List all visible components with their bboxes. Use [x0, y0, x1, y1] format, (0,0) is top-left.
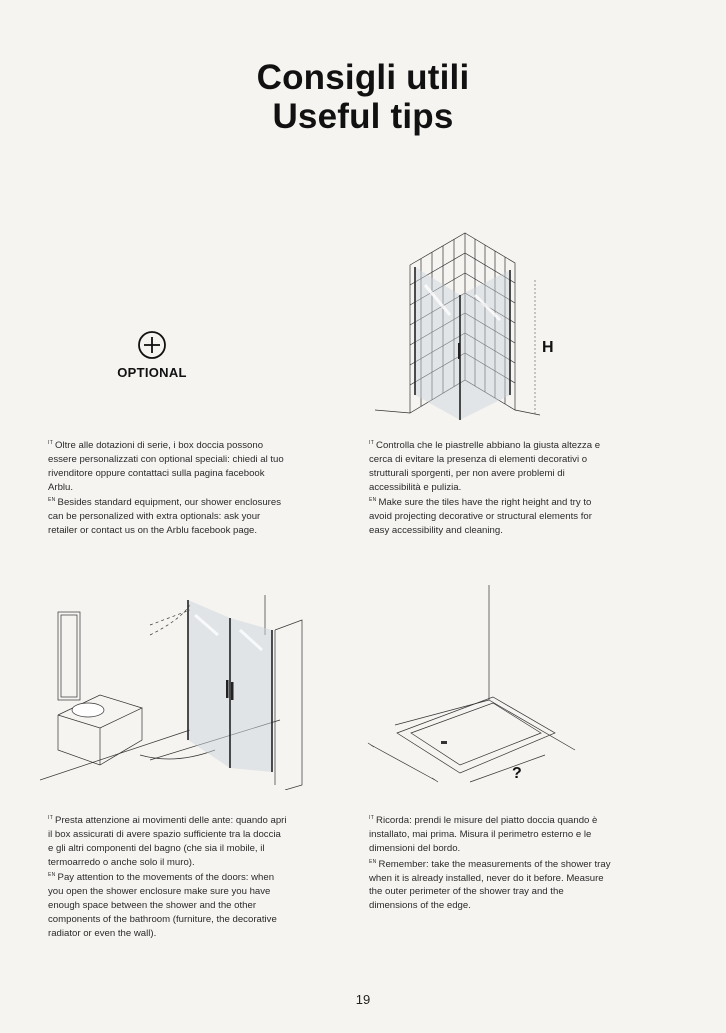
tip-optional-text	[48, 437, 288, 538]
lang-tag-it: IT	[369, 440, 375, 446]
tip-3-en: Pay attention to the movements of the doors: when you open the shower enclosure make sure you have enough space between the shower and the other components of the bathroom (furniture, the decorative radiator or even the wall).	[48, 872, 277, 939]
tip-doors-text	[48, 812, 288, 941]
lang-tag-en: EN	[369, 497, 377, 504]
title-english: Useful tips	[272, 97, 454, 136]
lang-tag-it: IT	[48, 815, 54, 821]
plus-circle-icon	[137, 330, 167, 360]
lang-tag-it: IT	[369, 815, 375, 821]
tip-4-en: Remember: take the measurements of the shower tray when it is already installed, never do it before. Measure the outer perimeter of the shower tray and the dimensions of the edge.	[369, 858, 611, 912]
page-number: 19	[355, 992, 371, 1007]
lang-tag-it: IT	[48, 440, 54, 446]
question-mark-label: ?	[512, 765, 522, 782]
tip-4-it: Ricorda: prendi le misure del piatto doccia quando è installato, mai prima. Misura il perimetro esterno e le dimensioni del bordo.	[369, 815, 598, 854]
height-label: H	[542, 339, 554, 356]
lang-tag-en: EN	[48, 497, 56, 504]
page-title	[0, 58, 726, 136]
tip-3-it: Presta attenzione ai movimenti delle ante: quando apri il box assicurati di avere spazio sufficiente tra la doccia e gli altri componenti del bagno (che sia il mobile, il termoarredo o anche solo il muro).	[48, 815, 287, 868]
tip-tray-text	[369, 812, 614, 913]
shower-tray-illustration	[365, 585, 585, 785]
tip-1-it: Oltre alle dotazioni di serie, i box doccia possono essere personalizzati con optional speciali: chiedi al tuo rivenditore oppure contattaci sulla pagina facebook Arblu.	[48, 440, 284, 493]
title-italian: Consigli utili	[256, 58, 470, 97]
shower-tiles-illustration	[365, 225, 565, 425]
lang-tag-en: EN	[369, 858, 377, 865]
tip-2-en: Make sure the tiles have the right height and try to avoid projecting decorative or structural elements for easy accessibility and cleaning.	[369, 497, 592, 537]
door-movement-illustration	[40, 590, 310, 790]
lang-tag-en: EN	[48, 872, 56, 879]
optional-label: OPTIONAL	[117, 365, 187, 380]
tip-1-en: Besides standard equipment, our shower enclosures can be personalized with extra optionals: ask your retailer or contact us on the Arblu facebook page.	[48, 497, 281, 537]
tip-2-it: Controlla che le piastrelle abbiano la giusta altezza e cerca di evitare la presenza di elementi decorativi o strutturali sporgenti, per non avere problemi di accessibilità e pulizia.	[369, 440, 601, 493]
tip-tiles-text	[369, 437, 614, 538]
